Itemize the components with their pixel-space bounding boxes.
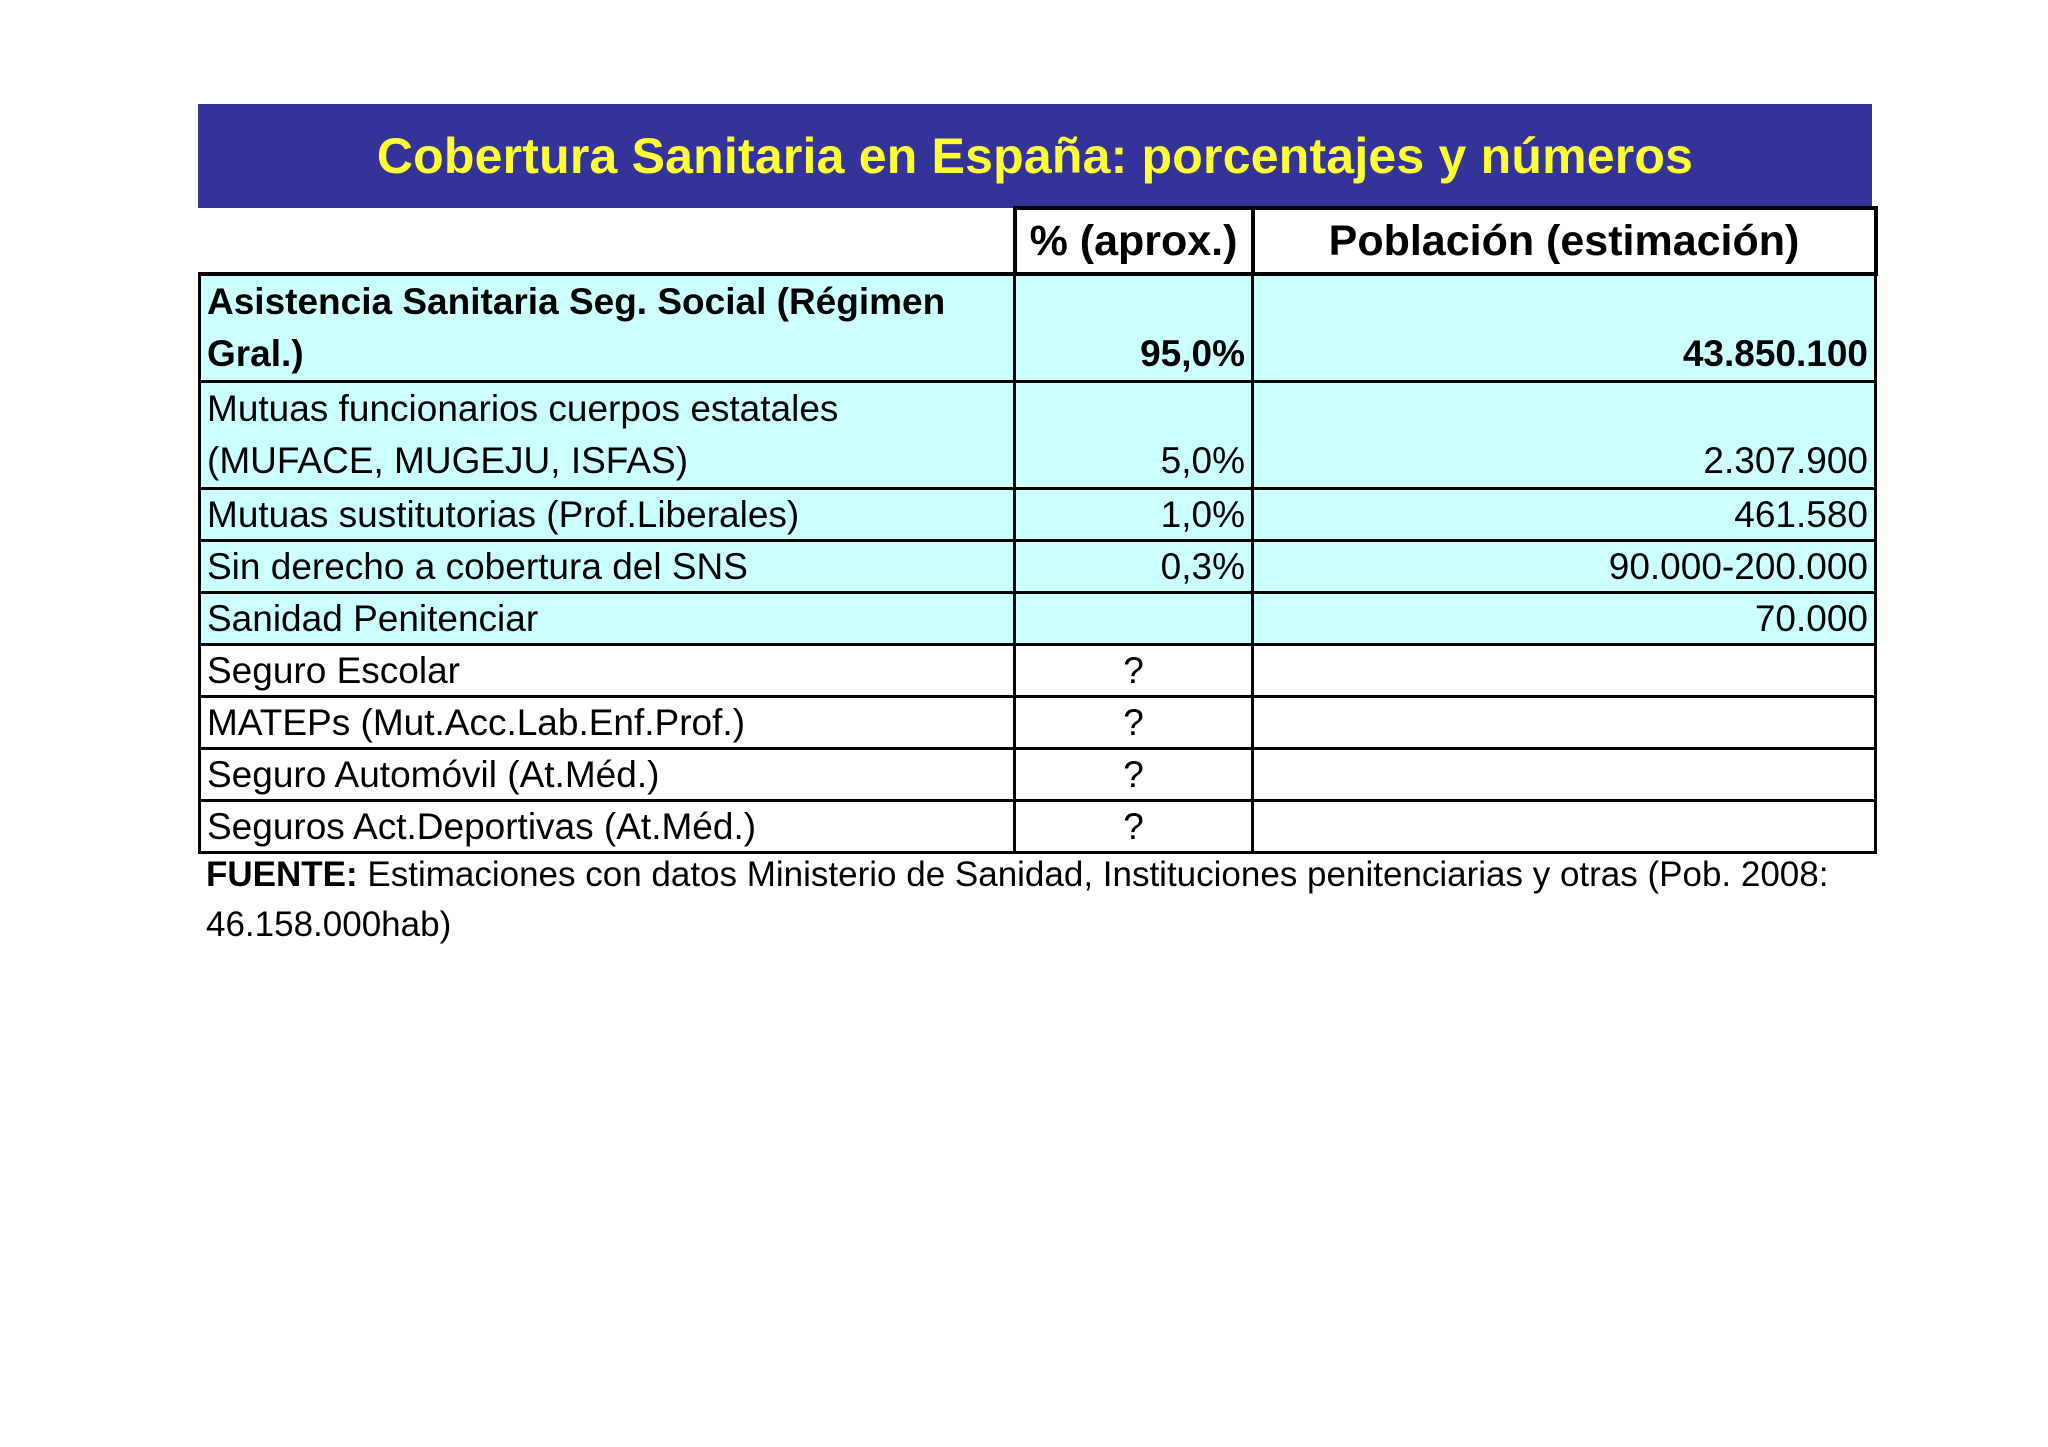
row-pct: 0,3%	[1015, 541, 1253, 593]
row-pct: 5,0%	[1015, 382, 1253, 489]
row-pop: 2.307.900	[1253, 382, 1876, 489]
row-pct: 95,0%	[1015, 274, 1253, 382]
source-label: FUENTE:	[206, 855, 358, 894]
row-label: Seguro Escolar	[200, 645, 1015, 697]
row-pop	[1253, 697, 1876, 749]
row-pop	[1253, 749, 1876, 801]
table-row	[200, 382, 1876, 489]
header-pop: Población (estimación)	[1253, 208, 1876, 274]
row-label: Sin derecho a cobertura del SNS	[200, 541, 1015, 593]
row-pop: 90.000-200.000	[1253, 541, 1876, 593]
row-pop: 43.850.100	[1253, 274, 1876, 382]
coverage-table	[198, 206, 1878, 854]
row-pct: ?	[1015, 697, 1253, 749]
row-label: Mutuas funcionarios cuerpos estatales (MUFACE, MUGEJU, ISFAS)	[200, 382, 1015, 489]
page-title: Cobertura Sanitaria en España: porcentajes y números	[376, 128, 1694, 184]
table-row	[200, 801, 1876, 853]
row-label: Seguro Automóvil (At.Méd.)	[200, 749, 1015, 801]
title-bar	[198, 104, 1872, 208]
row-label: Sanidad Penitenciar	[200, 593, 1015, 645]
table-row	[200, 697, 1876, 749]
header-pct: % (aprox.)	[1015, 208, 1253, 274]
header-blank-cell	[200, 208, 1015, 274]
source-note	[206, 850, 1886, 950]
row-pop: 70.000	[1253, 593, 1876, 645]
row-pct: 1,0%	[1015, 489, 1253, 541]
row-label: MATEPs (Mut.Acc.Lab.Enf.Prof.)	[200, 697, 1015, 749]
source-text: Estimaciones con datos Ministerio de Sanidad, Instituciones penitenciarias y otras (Pob. 2008: 46.158.000hab)	[206, 855, 1829, 944]
row-pct: ?	[1015, 801, 1253, 853]
table-row	[200, 489, 1876, 541]
row-pct	[1015, 593, 1253, 645]
table-row	[200, 593, 1876, 645]
table-row	[200, 541, 1876, 593]
table-row	[200, 645, 1876, 697]
row-pop	[1253, 645, 1876, 697]
table-row	[200, 749, 1876, 801]
row-pct: ?	[1015, 645, 1253, 697]
row-pop: 461.580	[1253, 489, 1876, 541]
row-label: Mutuas sustitutorias (Prof.Liberales)	[200, 489, 1015, 541]
row-pop	[1253, 801, 1876, 853]
table-header-row	[200, 208, 1876, 274]
row-label: Asistencia Sanitaria Seg. Social (Régimen Gral.)	[200, 274, 1015, 382]
row-pct: ?	[1015, 749, 1253, 801]
row-label: Seguros Act.Deportivas (At.Méd.)	[200, 801, 1015, 853]
table-row	[200, 274, 1876, 382]
